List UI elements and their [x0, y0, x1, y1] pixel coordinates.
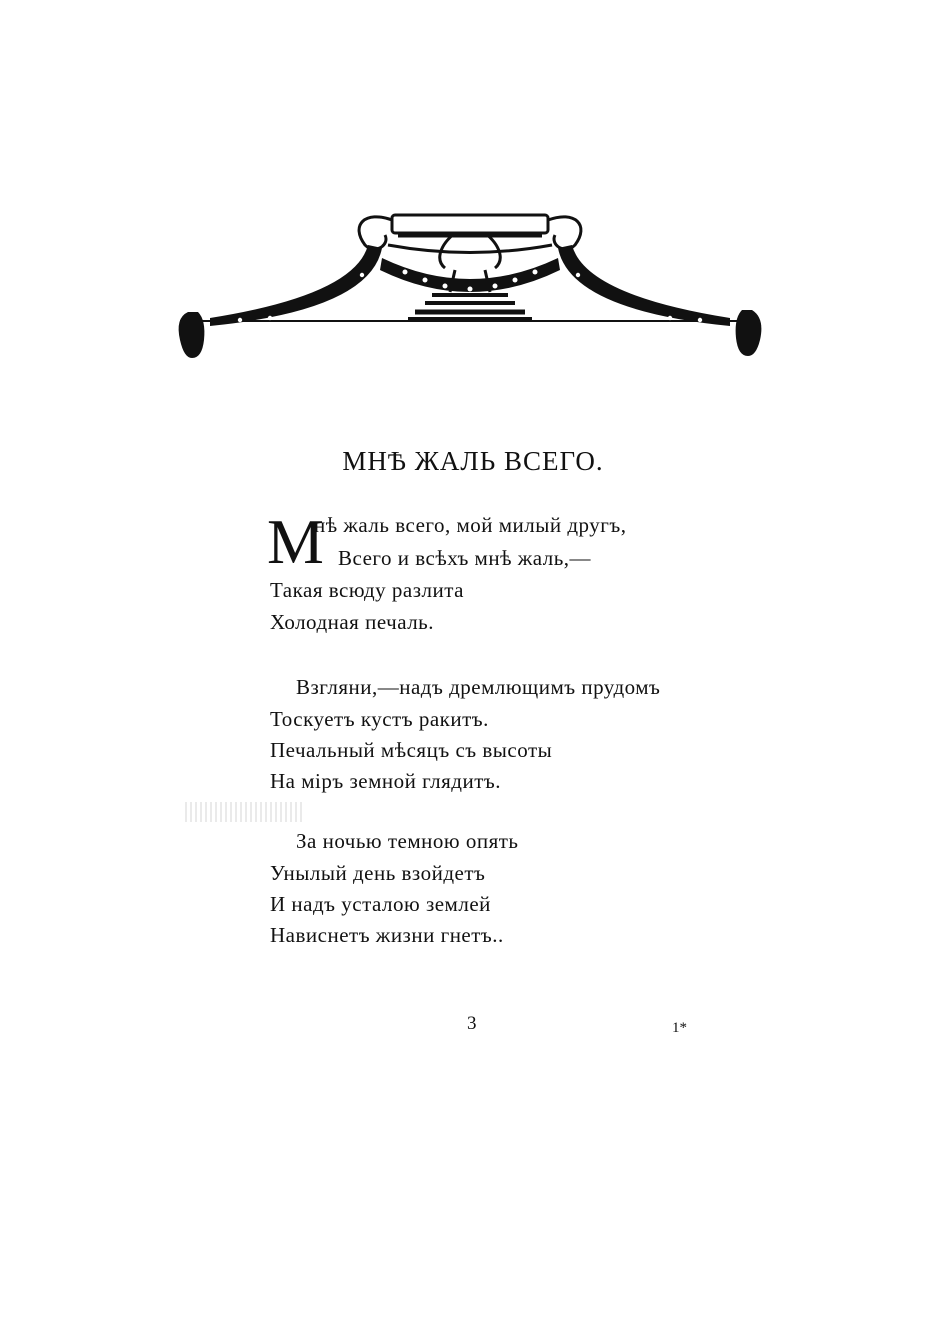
poem-line: нѣ жаль всего, мой милый другъ,	[314, 513, 627, 537]
poem-line: Тоскуетъ кустъ ракитъ.	[270, 707, 489, 731]
urn-garland-ornament	[170, 200, 770, 370]
poem-line: Взгляни,—надъ дремлющимъ прудомъ	[296, 675, 661, 699]
poem-line: Такая всюду разлита	[270, 578, 464, 602]
drop-cap: М	[267, 506, 325, 577]
poem-line: Холодная печаль.	[270, 610, 435, 634]
poem-line: И надъ усталою землей	[270, 892, 491, 916]
page-number: 3	[467, 1013, 477, 1034]
poem-line: Всего и всѣхъ мнѣ жаль,—	[338, 546, 592, 570]
poem-line: Унылый день взойдетъ	[270, 861, 486, 885]
poem-line: На міръ земной глядитъ.	[270, 769, 501, 793]
poem-title: МНѢ ЖАЛЬ ВСЕГО.	[342, 446, 604, 476]
poem-line: Нависнетъ жизни гнетъ..	[270, 923, 504, 947]
poem-line: За ночью темною опять	[296, 829, 519, 853]
poem-line: Печальный мѣсяцъ съ высоты	[270, 738, 553, 762]
scan-smudge	[185, 802, 305, 822]
signature-mark: 1*	[672, 1020, 687, 1036]
